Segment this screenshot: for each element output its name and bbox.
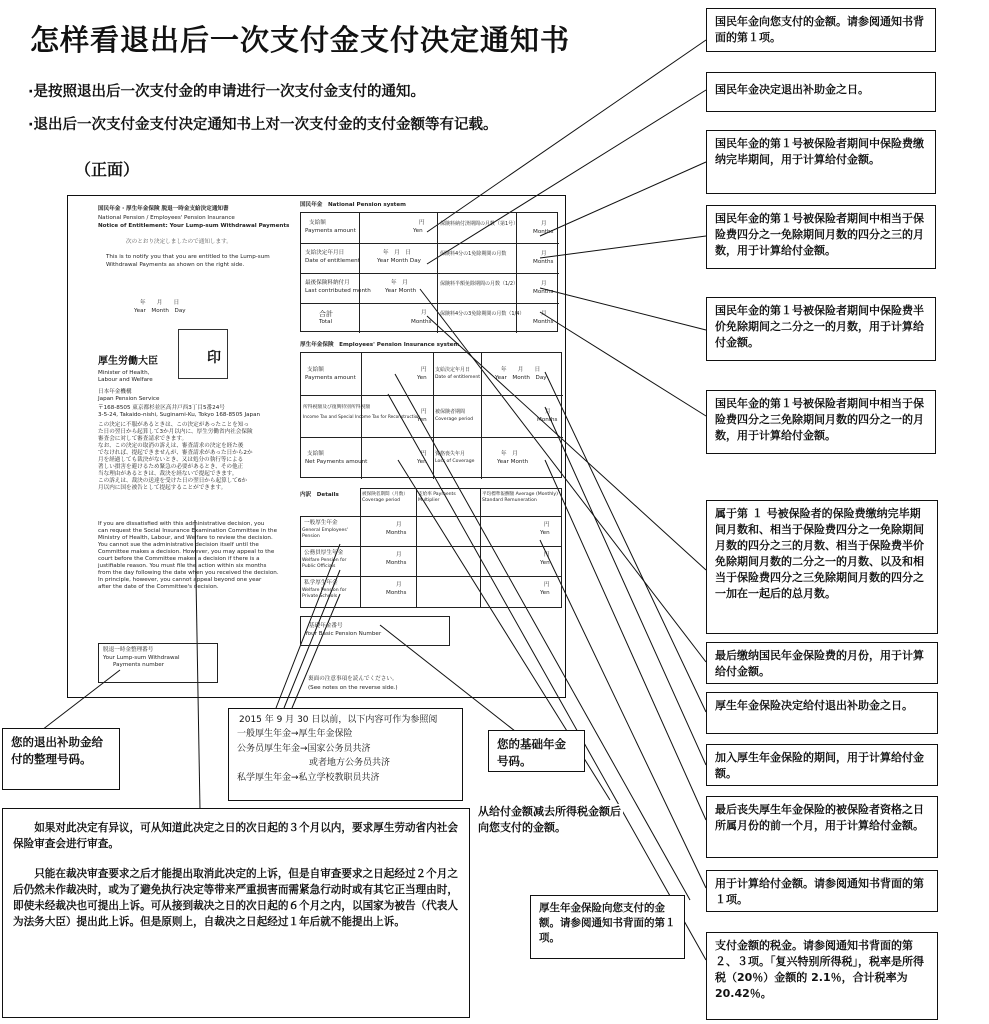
details-yen-en: Yen [540, 530, 550, 536]
minister-jp: 厚生労働大臣 [98, 356, 158, 367]
jp-line: でなければ、提起できませんが、審査請求があった日から2か [98, 449, 253, 456]
epi-row-label-en: Payments amount [305, 375, 356, 381]
minister-en2: Labour and Welfare [98, 377, 153, 383]
details-row-label: 私学厚生年金 [304, 580, 338, 586]
epi-loss-date-en: Year Month [497, 459, 529, 465]
notify-en1: This is to notify you that you are entitled to the Lump-sum [106, 254, 270, 260]
np-mid-label: 保険料半額免除期間の月数（1/2） [440, 281, 519, 287]
doc-header-en1: National Pension / Employees' Pension Insurance [98, 215, 235, 221]
np-row-unit: 月 [421, 310, 427, 316]
note-epi-date: 厚生年金保险决定给付退出补助金之日。 [706, 692, 938, 734]
service-jp: 日本年金機構 [98, 389, 132, 395]
note-epi-period: 加入厚生年金保险的期间，用于计算给付金额。 [706, 744, 938, 786]
note-np-total-months: 属于第 １ 号被保险者的保险费缴纳完毕期间月数和、相当于保险费四分之一免除期间月数的四分之三的月数、相当于保险费半价免除期间月数的二分之一的月数、以及和相当于保险费四分之三免除期间月数的四分之一加在一起后的总月数。 [706, 500, 938, 634]
details-months-en: Months [386, 560, 407, 566]
notice-document [67, 195, 566, 698]
details-row-label-en: Welfare Pension for Public Officials [302, 558, 347, 569]
np-row-label-en: Total [319, 319, 333, 325]
epi-months-en: Months [537, 417, 558, 423]
np-months: 月 [541, 281, 547, 287]
details-head: 被保険者期間（月数）Coverage period [362, 492, 408, 503]
np-mid-label: 保険料4分の3免除期間の月数（1/4） [440, 311, 525, 317]
notify-en2: Withdrawal Payments as shown on the right side. [106, 262, 245, 268]
np-row-label-en: Last contributed month [305, 288, 371, 294]
appeal-paragraph-2: 只能在裁决审查要求之后才能提出取消此决定的上诉，但是自审查要求之日起经过２个月之后仍然未作裁决时，或为了避免执行决定等带来严重损害而需紧急行动时或有其它正当理由时，即使未经裁决也可提出上诉。可从接到裁决之日的次日起的６个月之内，以国家为被告（代表人为法务大臣）提出此上诉。但是原则上，自裁决之日起经过１年后就不能提出上诉。 [13, 868, 458, 928]
jp-line: 審査会に対して審査請求できます。 [98, 435, 188, 442]
note-np-quarter-exempt: 国民年金的第１号被保险者期间中相当于保险费四分之一免除期间月数的四分之三的月数，用于计算给付金额。 [706, 205, 936, 269]
epi-right-label-en: Loss of Coverage [435, 459, 475, 464]
details-yen-en: Yen [540, 560, 550, 566]
details-row-label-en: Welfare Pension for Private Schools [302, 588, 347, 599]
epi-right-label: 被保険者期間 [435, 409, 466, 415]
note-basic-number: 您的基础年金号码。 [488, 730, 585, 772]
note-np-half-exempt: 国民年金的第１号被保险者期间中保险费半价免除期间之二分之一的月数，用于计算给付金额。 [706, 297, 936, 361]
pre-2015-title: 2015 年 9 月 30 日以前，以下内容可作为参照阅 [239, 715, 438, 725]
details-yen-en: Yen [540, 590, 550, 596]
pre-2015-line: 私学厚生年金→私立学校教职员共济 [237, 772, 380, 783]
en-line: You cannot sue the administrative decision itself until the [98, 541, 259, 548]
details-row-label-en: General Employees' Pension [302, 528, 348, 539]
np-row-unit: 円 [419, 220, 425, 226]
reverse-note-en: (See notes on the reverse side.) [308, 685, 398, 691]
address-jp: 〒168-8505 東京都杉並区高井戸西3丁目5番24号 [98, 405, 225, 411]
epi-row-label: 所得税額及び復興特別所得税額 [303, 405, 371, 410]
basic-number-en: Your Basic Pension Number [305, 631, 382, 637]
details-yen: 円 [544, 582, 550, 588]
appeal-box [2, 808, 470, 1018]
np-months-en: Months [533, 229, 554, 235]
reverse-note-jp: 裏面の注意事項を読んでください。 [308, 676, 398, 682]
jp-line: 著しい損害を避けるため緊急の必要があるとき、その他正 [98, 463, 244, 470]
np-row-label: 最後保険料納付月 [305, 280, 350, 286]
left-en-paragraph [98, 521, 279, 591]
np-mid-label: 保険料4分の1免除期間の月数 [440, 251, 507, 257]
front-label: （正面） [75, 160, 140, 179]
epi-yen: 円 [421, 367, 427, 373]
epi-yen: 円 [421, 409, 427, 415]
notify-jp: 次のとおり決定しましたので通知します。 [126, 239, 232, 245]
epi-yen: 円 [421, 451, 427, 457]
doc-date-en: Year Month Day [134, 308, 186, 314]
doc-date: 年 月 日 [140, 300, 180, 306]
pre-2015-reference [228, 708, 463, 801]
epi-row-label: 支給額 [307, 367, 324, 373]
note-net-amount: 从给付金额减去所得税金额后向您支付的金额。 [478, 804, 623, 848]
details-months-en: Months [386, 530, 407, 536]
np-months: 月 [541, 311, 547, 317]
np-months: 月 [541, 221, 547, 227]
pre-2015-line: 或者地方公务员共济 [309, 758, 391, 769]
jp-line: た日の翌日から起算して3か月以内に、厚生労働省内社会保険 [98, 428, 253, 435]
jp-line: なお、この決定の取消の訴えは、審査請求の決定を経た後 [98, 442, 244, 449]
details-label: 内訳 Details [300, 492, 339, 498]
np-months-en: Months [533, 319, 554, 325]
note-tax: 支付金额的税金。请参阅通知书背面的第２、３项。「复兴特别所得税」，税率是所得税（20％）金额的 2.1％，合计税率为 20.42％。 [706, 932, 938, 1020]
en-line: after the date of the Committee's decision. [98, 583, 219, 590]
np-row-label-en: Payments amount [305, 228, 356, 234]
epi-yen-en: Yen [417, 375, 427, 381]
en-line: justifiable reason. You must file the action within six months [98, 562, 267, 569]
note-np-three-quarter-exempt: 国民年金的第１号被保险者期间中相当于保险费四分之三免除期间月数的四分之一的月数，用于计算给付金额。 [706, 390, 936, 454]
left-jp-paragraph [98, 422, 253, 492]
epi-date: 年 月 日 [501, 367, 541, 373]
epi-row-label: 支給額 [307, 451, 324, 457]
np-row-label-en: Date of entitlement [305, 258, 360, 264]
np-row-unit-en: Year Month [385, 288, 417, 294]
epi-right-label: 支給決定年月日 [435, 367, 471, 373]
en-line: can request the Social Insurance Examination Committee in the [98, 527, 278, 534]
en-line: If you are dissatisfied with this administrative decision, you [98, 521, 265, 527]
en-line: Committee makes a decision. However, you may appeal to the [98, 548, 275, 555]
np-row-label: 支給決定年月日 [305, 250, 345, 256]
epi-loss-date: 年 月 [501, 451, 518, 457]
en-line: court before the Committee makes a decision if there is a [98, 555, 260, 562]
details-head: 支給率 Payments Multiplier [418, 492, 456, 503]
details-table [300, 488, 562, 608]
withdrawal-number-box [98, 643, 218, 683]
details-months: 月 [396, 582, 402, 588]
page-title: 怎样看退出后一次支付金支付决定通知书 [30, 23, 571, 57]
minister-en1: Minister of Health, [98, 370, 150, 376]
epi-date-en: Year Month Day [495, 375, 547, 381]
bullet-2: ·退出后一次支付金支付决定通知书上对一次支付金的支付金额等有记载。 [28, 117, 498, 133]
np-months: 月 [541, 251, 547, 257]
note-np-payment: 国民年金向您支付的金额。请参阅通知书背面的第１项。 [706, 8, 936, 52]
epi-right-label-en: Date of entitlement [435, 375, 481, 380]
np-months-en: Months [533, 289, 554, 295]
np-row-unit: 年 月 日 [383, 250, 411, 256]
note-epi-loss-month: 最后丧失厚生年金保险的被保险者资格之日所属月份的前一个月，用于计算给付金额。 [706, 796, 938, 858]
note-withdrawal-number: 您的退出补助金给付的整理号码。 [2, 728, 120, 790]
bullet-1: ·是按照退出后一次支付金的申请进行一次支付金支付的通知。 [28, 84, 426, 100]
np-section-title: 国民年金 National Pension system [300, 202, 406, 208]
details-months-en: Months [386, 590, 407, 596]
note-np-date: 国民年金决定退出补助金之日。 [706, 72, 936, 112]
basic-number-box [300, 616, 450, 646]
jp-line: 月を経過しても裁決がないとき、又は処分の執行等による [98, 456, 244, 463]
np-row-unit-en: Year Month Day [377, 258, 421, 264]
np-row-unit: 年 月 [391, 280, 408, 286]
en-line: from the day following the date when you received the decision. [98, 569, 279, 576]
note-epi-average: 用于计算给付金额。请参阅通知书背面的第１项。 [706, 870, 938, 912]
note-np-paid-period: 国民年金的第１号被保险者期间中保险费缴纳完毕期间，用于计算给付金额。 [706, 130, 936, 194]
details-yen: 円 [544, 552, 550, 558]
np-mid-label: 保険料納付済期間の月数（第1号） [440, 221, 519, 227]
np-row-label: 合計 [319, 310, 333, 318]
pre-2015-line: 一般厚生年金→厚生年金保险 [237, 729, 353, 740]
details-head: 平均標準報酬額 Average (Monthly) Standard Remuneration [482, 492, 558, 503]
details-row-label: 公務員厚生年金 [304, 550, 344, 556]
jp-line: この決定に不服があるときは、この決定があったことを知っ [98, 422, 249, 428]
jp-line: 月以内に国を被告として提起することができます。 [98, 484, 227, 491]
details-row-label: 一般厚生年金 [304, 520, 338, 526]
epi-months: 月 [545, 409, 551, 415]
epi-yen-en: Yen [417, 459, 427, 465]
np-row-unit-en: Yen [413, 228, 423, 234]
epi-yen-en: Yen [417, 417, 427, 423]
jp-line: 当な理由があるときは、裁決を経ないで提起できます。 [98, 470, 238, 477]
doc-header-jp: 国民年金・厚生年金保険 脱退一時金支給決定通知書 [98, 206, 229, 212]
seal-mark: 印 [207, 350, 221, 366]
np-row-label: 支給額 [309, 220, 326, 226]
jp-line: この訴えは、裁決の送達を受けた日の翌日から起算して6か [98, 477, 247, 484]
appeal-paragraph-1: 如果对此决定有异议，可从知道此决定之日的次日起的３个月以内，要求厚生劳动省内社会保险审查会进行审查。 [13, 822, 458, 850]
epi-row-label-en: Net Payments amount [305, 459, 368, 465]
np-months-en: Months [533, 259, 554, 265]
service-en: Japan Pension Service [98, 396, 160, 402]
np-table [300, 212, 558, 332]
epi-right-label: 資格喪失年月 [435, 451, 466, 457]
address-en: 3-5-24, Takaido-nishi, Suginami-Ku, Tokyo 168-8505 Japan [98, 412, 261, 418]
details-months: 月 [396, 522, 402, 528]
en-line: Ministry of Health, Labour, and Welfare to review the decision. [98, 534, 273, 541]
epi-row-label-en: Income Tax and Special Income Tax for Reconstruction [303, 415, 420, 420]
np-row-unit-en: Months [411, 319, 432, 325]
note-np-last-month: 最后缴纳国民年金保险费的月份，用于计算给付金额。 [706, 642, 938, 684]
withdrawal-number-jp: 脱退一時金整理番号 [103, 647, 154, 653]
withdrawal-number-en2: Payments number [113, 662, 165, 668]
withdrawal-number-en1: Your Lump-sum Withdrawal [103, 655, 180, 661]
note-epi-payment: 厚生年金保险向您支付的金额。请参阅通知书背面的第１项。 [530, 895, 685, 959]
epi-right-label-en: Coverage period [435, 417, 474, 422]
en-line: In principle, however, you cannot appeal beyond one year [98, 576, 262, 583]
epi-table [300, 352, 562, 478]
epi-section-title: 厚生年金保険 Employees' Pension Insurance system [300, 342, 460, 348]
details-yen: 円 [544, 522, 550, 528]
details-months: 月 [396, 552, 402, 558]
basic-number-jp: 基礎年金番号 [309, 623, 343, 629]
doc-header-en2: Notice of Entitlement: Your Lump-sum Withdrawal Payments [98, 223, 290, 229]
pre-2015-line: 公务员厚生年金→国家公务员共济 [237, 743, 371, 754]
